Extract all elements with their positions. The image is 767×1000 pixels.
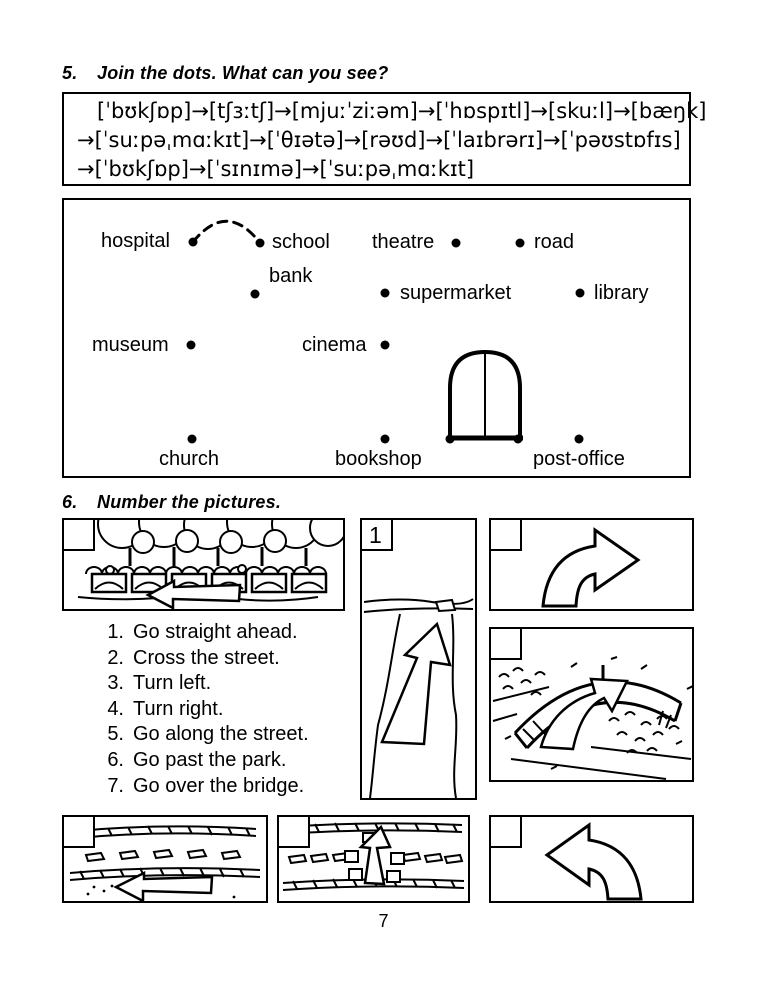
- instruction-text: Go straight ahead.: [133, 621, 298, 643]
- instruction-item: [96, 748, 309, 774]
- map-dot-supermarket[interactable]: [381, 289, 390, 298]
- instruction-item: [96, 722, 309, 748]
- instruction-item: [96, 646, 309, 672]
- number-box-cross-street[interactable]: [277, 815, 310, 848]
- transcription-line: →[ˈsuːpəˌmɑːkɪt]→[ˈθɪətə]→[rəʊd]→[ˈlaɪbrərɪ]→[ˈpəʊstɒfɪs]: [77, 128, 681, 152]
- picture-along-street: [62, 815, 268, 903]
- number-box-bridge[interactable]: [489, 627, 522, 660]
- over-bridge-arrow-icon: [541, 679, 627, 749]
- picture-turn-left: [489, 815, 694, 903]
- map-label-supermarket: supermarket: [400, 282, 512, 304]
- curved-left-arrow-icon: [547, 825, 641, 899]
- instruction-number: 4.: [107, 697, 124, 720]
- instruction-number: 7.: [107, 774, 124, 797]
- map-label-cinema: cinema: [302, 334, 367, 356]
- picture-bridge: [489, 627, 694, 782]
- map-dot-hospital[interactable]: [189, 238, 198, 247]
- instruction-number: 1.: [107, 621, 124, 643]
- exercise6-title: Number the pictures.: [97, 492, 282, 512]
- map-label-church: church: [159, 448, 220, 470]
- exercise5-heading: [62, 63, 388, 84]
- park-drawing: [64, 520, 343, 609]
- instruction-text: Go along the street.: [133, 723, 309, 746]
- map-dot-church[interactable]: [188, 435, 197, 444]
- dashed-arc-hospital-school: [187, 200, 267, 247]
- map-label-library: library: [594, 282, 649, 304]
- exercise5-number: 5.: [62, 63, 78, 83]
- page-number: 7: [378, 911, 389, 931]
- map-label-bookshop: bookshop: [335, 448, 422, 470]
- curved-right-arrow-icon: [543, 530, 638, 606]
- map-dot-theatre[interactable]: [452, 239, 461, 248]
- transcription-line: →[ˈbʊkʃɒp]→[ˈsɪnɪmə]→[ˈsuːpəˌmɑːkɪt]: [77, 157, 475, 181]
- map-label-road: road: [534, 231, 575, 253]
- map-dot-arch-right[interactable]: [514, 435, 523, 444]
- straight-road-drawing: [362, 520, 475, 798]
- transcription-box: [62, 92, 707, 186]
- arch-door-drawing: [446, 348, 524, 442]
- instruction-item: [96, 774, 309, 800]
- instruction-number: 2.: [107, 646, 124, 669]
- up-arrow-icon: [382, 624, 450, 744]
- map-dot-postoffice[interactable]: [575, 435, 584, 444]
- number-box-park[interactable]: [62, 518, 95, 551]
- exercise5-title: Join the dots. What can you see?: [97, 63, 389, 83]
- map-dot-library[interactable]: [576, 289, 585, 298]
- left-arrow-icon: [116, 873, 212, 901]
- instruction-item: [96, 620, 309, 646]
- instruction-text: Turn left.: [133, 672, 212, 695]
- instruction-number: 6.: [107, 748, 124, 771]
- map-dot-museum[interactable]: [187, 341, 196, 350]
- map-label-hospital: hospital: [101, 230, 170, 252]
- map-dot-road[interactable]: [516, 239, 525, 248]
- instruction-number: 3.: [107, 672, 124, 695]
- instruction-text: Cross the street.: [133, 646, 280, 669]
- number-box-straight-ahead[interactable]: 1: [360, 518, 393, 551]
- number-box-turn-left[interactable]: [489, 815, 522, 848]
- picture-turn-right: [489, 518, 694, 611]
- instruction-text: Go past the park.: [133, 748, 287, 771]
- instruction-item: [96, 697, 309, 723]
- number-box-turn-right[interactable]: [489, 518, 522, 551]
- exercise6-heading: [62, 492, 281, 513]
- join-dots-map: [62, 198, 691, 478]
- picture-park: [62, 518, 345, 611]
- instruction-list: [96, 620, 309, 799]
- map-label-museum: museum: [92, 334, 169, 356]
- instruction-text: Turn right.: [133, 697, 224, 720]
- instruction-item: [96, 671, 309, 697]
- instruction-number: 5.: [107, 723, 124, 746]
- map-label-theatre: theatre: [372, 231, 435, 253]
- exercise6-number: 6.: [62, 492, 78, 512]
- map-dot-cinema[interactable]: [381, 341, 390, 350]
- map-dot-bookshop[interactable]: [381, 435, 390, 444]
- picture-straight-ahead: [360, 518, 477, 800]
- transcription-line: [ˈbʊkʃɒp]→[tʃɜːtʃ]→[mjuːˈziːəm]→[ˈhɒspɪtl]→[skuːl]→[bæŋk]: [97, 99, 707, 123]
- map-label-bank: bank: [269, 265, 313, 287]
- map-label-postoffice: post-office: [533, 448, 625, 470]
- number-box-along-street[interactable]: [62, 815, 95, 848]
- map-label-school: school: [272, 231, 330, 253]
- map-dot-arch-left[interactable]: [446, 435, 455, 444]
- map-dot-bank[interactable]: [251, 290, 260, 299]
- map-dot-school[interactable]: [256, 239, 265, 248]
- picture-cross-street: [277, 815, 470, 903]
- instruction-text: Go over the bridge.: [133, 774, 305, 797]
